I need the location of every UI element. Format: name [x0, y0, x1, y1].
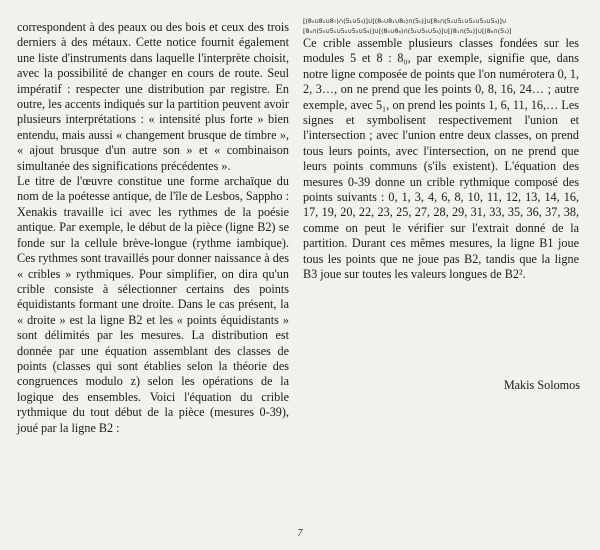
author-signature: Makis Solomos [503, 378, 580, 392]
formula-line-2: [8₄∩(5₀∪5₁∪5₂∪5₃∪5₄)]∪[(8₅∪8₆)∩(5₂∪5₃∪5₄)]∪[(8₁∩(5₂)]∪[(8₆∩(5₁)] [303, 27, 512, 35]
left-paragraph-1: correspondent à des peaux ou des bois et ceux des trois derniers à des métaux. Cette notice fournit également une liste d'instruments dans laquelle l'interprète choisit, avec la possibilité de changer en cours de route. Seul impératif : respecter une distribution par registre. En outre, les accents indiqués sur la partition peuvent avoir plusieurs interprétations : « intensité plus forte » bien entendu, mais aussi « changement brusque de timbre », « ajout brusque d'un autre son » et « combinaison simultanée des significations précédentes ». [17, 20, 289, 173]
left-paragraph-2: Le titre de l'œuvre constitue une forme archaïque du nom de la poétesse antique, de l'île de Lesbos, Sappho : Xenakis travaille ici avec les rythmes de la poésie antique. Par exemple, le début de la pièce (ligne B2) se fonde sur la cellule brève-longue (rythme iambique). Ces rythmes sont travaillés pour donner naissance à des « cribles » rythmiques. Pour simplifier, on dira qu'un crible consiste à sélectionner certains des points équidistants formant une droite. Dans le cas présent, la « droite » est la ligne B2 et les « points équidistants » sont délimités par les mesures. La distribution est donnée par une équation assemblant des classes de points (classes qui sont établies selon la théorie des congruences modulo z) selon les opérations de la logique des ensembles. Voici l'équation du crible rythmique du tout début de la pièce (mesures 0-39), joué par la ligne B2 : [17, 174, 289, 435]
sieve-formula [303, 16, 579, 36]
left-column [17, 20, 289, 436]
formula-line-1: [(8₀∪8₁∪8₇)∩(5₁∪5₃)]∪[(8₀∪8₁∪8₂)∩(5₀)]∪[8₃∩(5₀∪5₁∪5₂∪5₃∪5₄)]∪ [303, 17, 507, 25]
right-paragraph-1: Ce crible assemble plusieurs classes fondées sur les modules 5 et 8 : 8₀, par exemple, signifie que, dans notre ligne composée de points que l'on numérotera 0, 1, 2, 3…, on ne prend que les points 0, 8, 16, 24… ; autre exemple, avec 5₁, on prend les points 1, 6, 11, 16,… Les signes et symbolisent respectivement l'union et l'intersection ; avec l'union entre deux classes, on prend tous leurs points, avec l'intersection, on ne prend que leurs points communs (s'ils existent). L'équation des mesures 0-39 donne un crible rythmique composé des points suivants : 0, 1, 3, 4, 6, 8, 10, 11, 12, 13, 14, 16, 17, 19, 20, 22, 23, 25, 27, 28, 29, 31, 33, 35, 36, 37, 38, comme on peut le vérifier sur l'extrait donné de la partition. Durant ces mêmes mesures, la ligne B1 joue tous les points que ne joue pas B2, tandis que la ligne B3 joue sur toutes les valeurs longues de B2². [303, 36, 580, 282]
right-column [303, 17, 580, 283]
page-number: 7 [297, 528, 303, 539]
